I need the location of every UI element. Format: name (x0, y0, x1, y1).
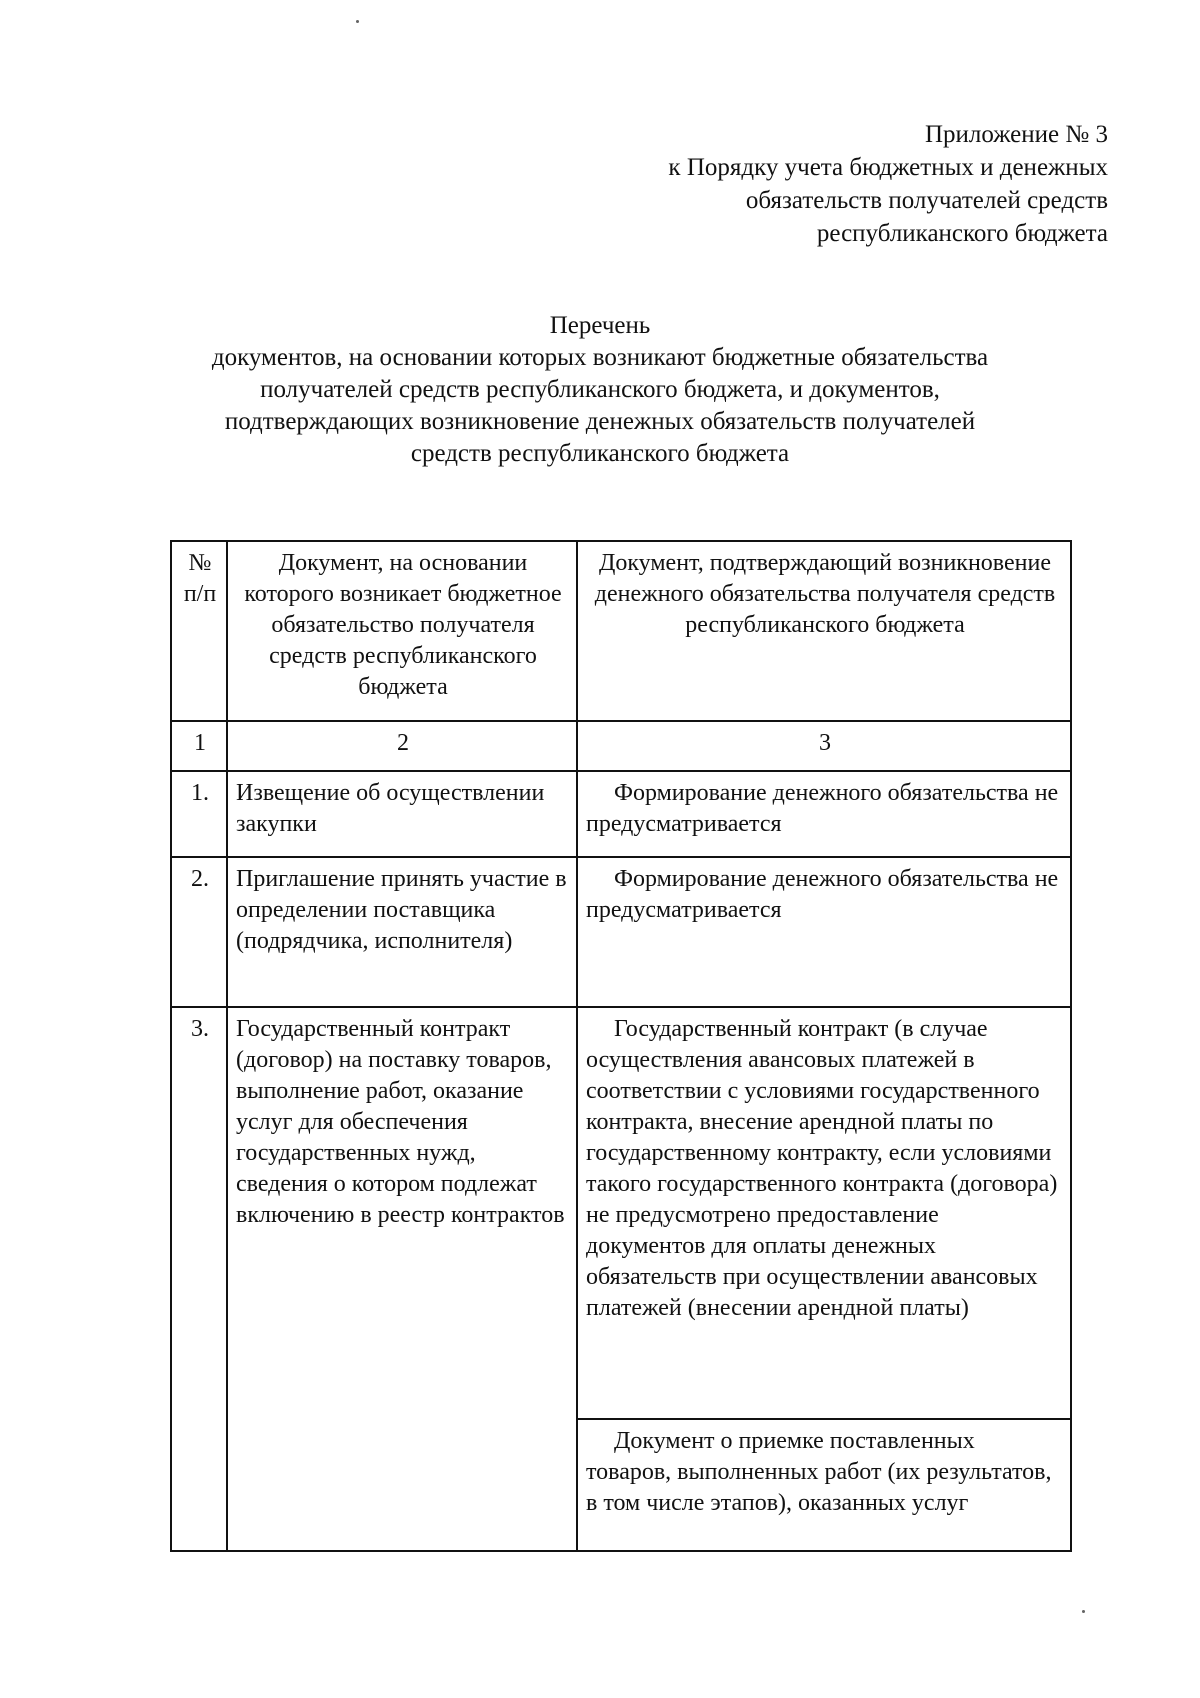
documents-table (170, 540, 1072, 1552)
subtitle-line: документов, на основании которых возникают бюджетные обязательства (211, 344, 989, 371)
document-heading (150, 310, 1050, 470)
header-number-sign: № (188, 550, 212, 576)
header-number-abbr: п/п (183, 581, 217, 607)
appendix-line: к Порядку учета бюджетных и денежных (668, 154, 1108, 181)
document-title: Перечень (549, 312, 651, 339)
table-row (171, 1007, 1071, 1419)
scan-speck (356, 20, 359, 23)
table-row (171, 771, 1071, 857)
header-confirming-document: Документ, подтверждающий возникновение денежного обязательства получателя средств республиканского бюджета (577, 541, 1071, 721)
table-index-row (171, 721, 1071, 771)
appendix-line: республиканского бюджета (816, 220, 1108, 247)
subtitle-line: получателей средств республиканского бюджета, и документов, (260, 376, 940, 403)
row-confirming-document: Документ о приемке поставленных товаров, выполненных работ (их результатов, в том числе этапов), оказанных услуг (577, 1419, 1071, 1551)
appendix-note (548, 118, 1108, 250)
scan-speck (1082, 1610, 1085, 1613)
row-confirming-document: Государственный контракт (в случае осуществления авансовых платежей в соответствии с условиями государственного контракта, внесение арендной платы по государственному контракту, если условиями такого государственного контракта (договора) не предусмотрено предоставление документов для оплаты денежных обязательств при осуществлении авансовых платежей (внесении арендной платы) (577, 1007, 1071, 1419)
row-confirming-document: Формирование денежного обязательства не предусматривается (577, 857, 1071, 1007)
row-number: 1. (171, 771, 227, 857)
header-basis-document: Документ, на основании которого возникает бюджетное обязательство получателя средств республиканского бюджета (227, 541, 577, 721)
row-number: 3. (171, 1007, 227, 1551)
row-basis-document: Приглашение принять участие в определении поставщика (подрядчика, исполнителя) (227, 857, 577, 1007)
appendix-line: обязательств получателей средств (745, 187, 1108, 214)
header-number (171, 541, 227, 721)
index-cell: 1 (171, 721, 227, 771)
document-subtitle (150, 342, 1050, 470)
table-header-row (171, 541, 1071, 721)
table-row (171, 857, 1071, 1007)
appendix-line: Приложение № 3 (924, 121, 1108, 148)
index-cell: 3 (577, 721, 1071, 771)
row-number: 2. (171, 857, 227, 1007)
row-confirming-document: Формирование денежного обязательства не предусматривается (577, 771, 1071, 857)
row-basis-document: Государственный контракт (договор) на поставку товаров, выполнение работ, оказание услуг для обеспечения государственных нужд, сведения о котором подлежат включению в реестр контрактов (227, 1007, 577, 1551)
index-cell: 2 (227, 721, 577, 771)
subtitle-line: средств республиканского бюджета (410, 440, 790, 467)
row-basis-document: Извещение об осуществлении закупки (227, 771, 577, 857)
subtitle-line: подтверждающих возникновение денежных обязательств получателей (224, 408, 976, 435)
